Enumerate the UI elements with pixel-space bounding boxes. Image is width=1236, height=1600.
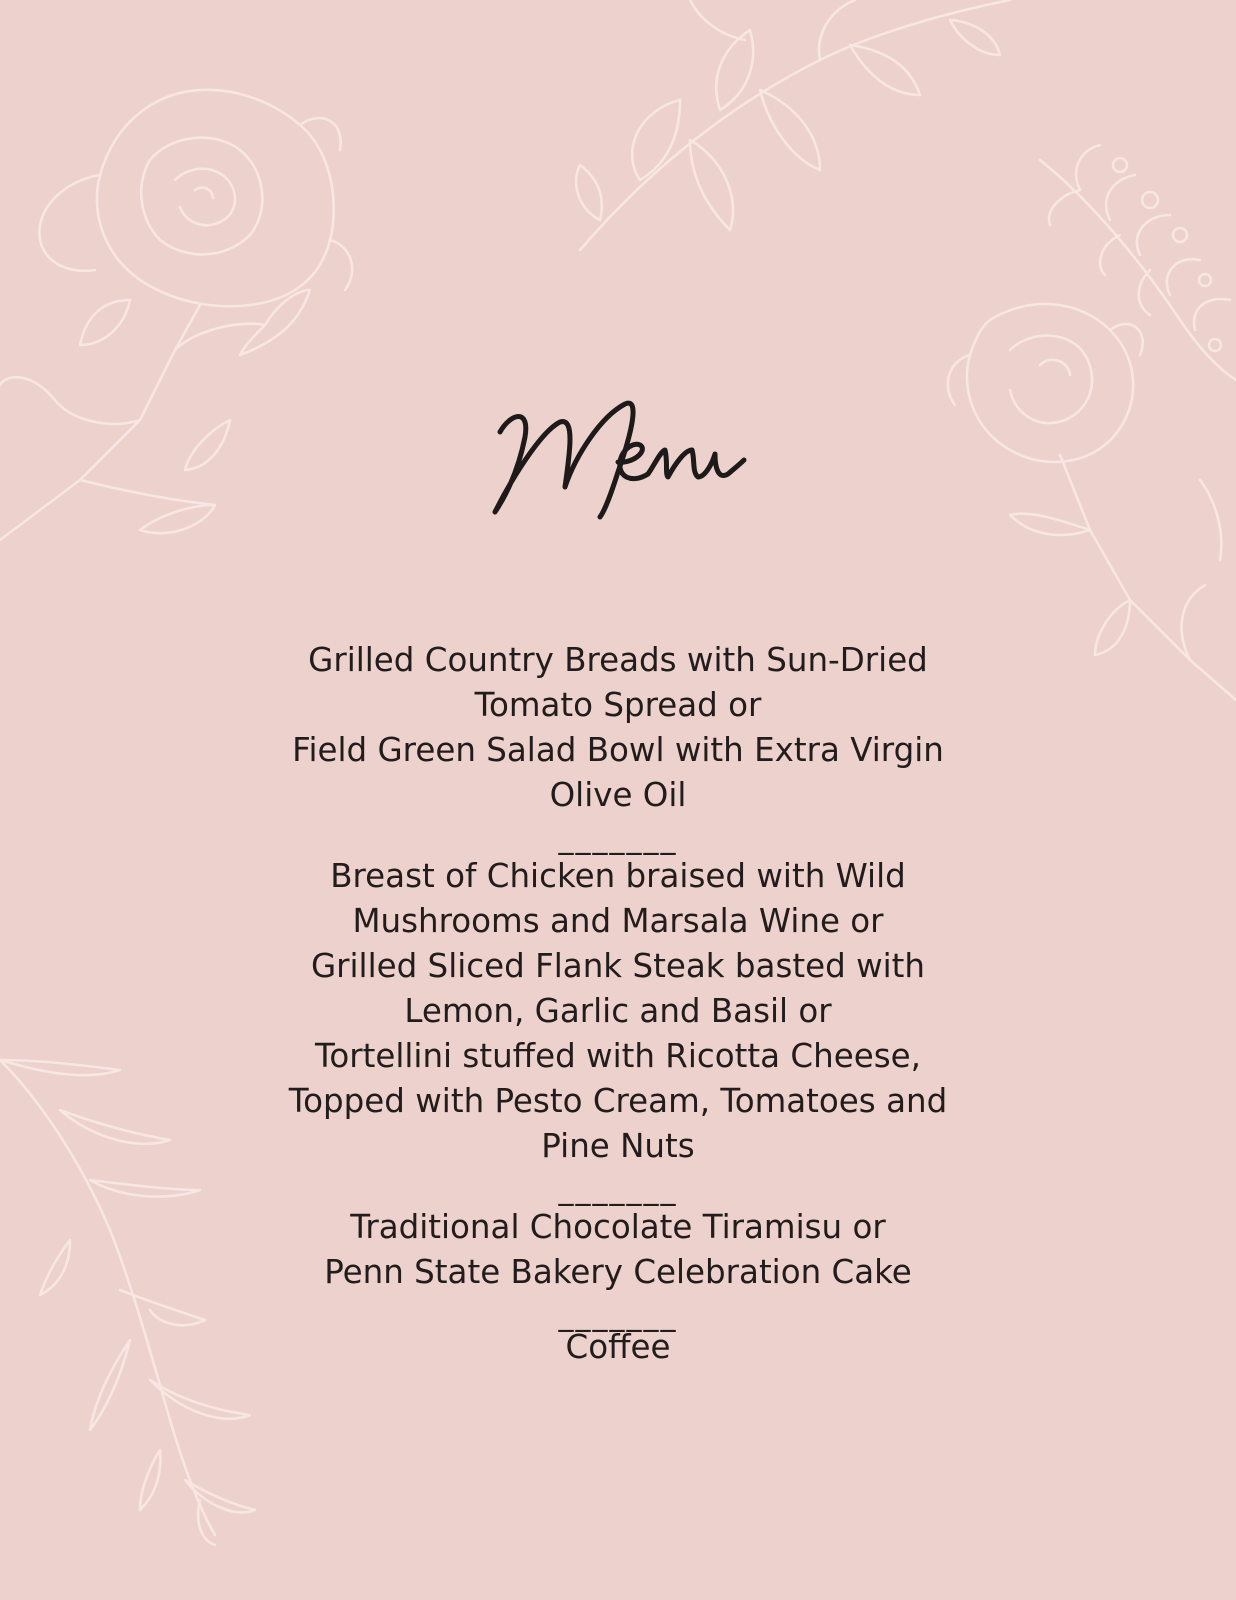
menu-item-line: Pine Nuts	[541, 1127, 695, 1165]
menu-item-line: Olive Oil	[549, 776, 687, 814]
leaf-branch-bottom-left-icon	[0, 1060, 255, 1545]
menu-item-line: Lemon, Garlic and Basil or	[404, 992, 832, 1030]
menu-item-line: Grilled Sliced Flank Steak basted with	[310, 947, 926, 985]
menu-section-starters	[268, 638, 968, 818]
menu-item-line: Topped with Pesto Cream, Tomatoes and	[288, 1082, 948, 1120]
leaf-branch-top-icon	[576, 0, 1010, 250]
menu-section-mains	[268, 854, 968, 1169]
menu-item-line: Breast of Chicken braised with Wild	[330, 857, 906, 895]
menu-item-line: Field Green Salad Bowl with Extra Virgin	[292, 731, 944, 769]
menu-section-desserts	[268, 1205, 968, 1295]
fern-right-icon	[1040, 145, 1236, 380]
menu-item-line: Traditional Chocolate Tiramisu or	[350, 1208, 886, 1246]
menu-item-line: Tortellini stuffed with Ricotta Cheese,	[315, 1037, 921, 1075]
menu-item-line: Mushrooms and Marsala Wine or	[352, 902, 884, 940]
section-divider: _______	[558, 821, 678, 856]
menu-item-line: Penn State Bakery Celebration Cake	[324, 1253, 912, 1291]
menu-item-line: Tomato Spread or	[474, 686, 762, 724]
menu-body	[268, 638, 968, 1370]
section-divider: _______	[558, 1298, 678, 1333]
menu-section-beverage	[268, 1325, 968, 1370]
menu-title-script	[0, 392, 1236, 532]
section-divider: _______	[558, 1172, 678, 1207]
menu-item-line: Grilled Country Breads with Sun-Dried	[308, 641, 928, 679]
menu-item-line: Coffee	[565, 1328, 671, 1366]
